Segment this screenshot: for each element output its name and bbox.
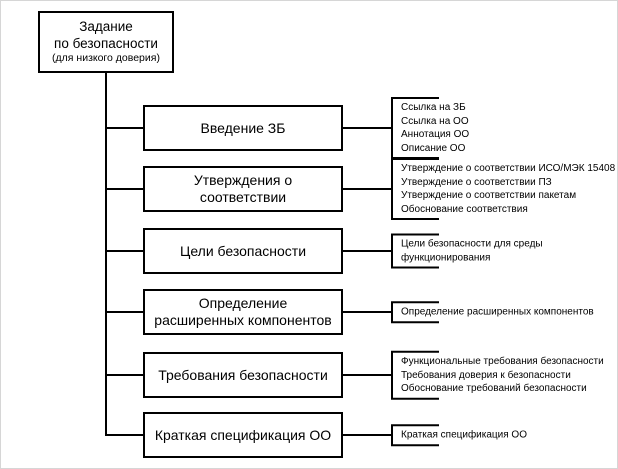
detail-bracket: [391, 234, 543, 269]
section-node-box: [143, 352, 343, 398]
detail-item: Цели безопасности для среды: [401, 238, 543, 250]
detail-connector-line: [342, 374, 391, 376]
detail-item: Определение расширенных компонентов: [401, 306, 594, 318]
section-label: Требования безопасности: [158, 366, 328, 383]
root-node-security-target: [38, 11, 174, 73]
detail-item: Требования доверия к безопасности: [401, 369, 571, 381]
detail-bracket: [391, 301, 594, 323]
section-node-box: [143, 105, 343, 151]
detail-item: Утверждение о соответствии ИСО/МЭК 15408: [401, 163, 616, 174]
detail-item: Обоснование соответствия: [401, 203, 528, 215]
detail-connector-line: [342, 127, 391, 129]
detail-bracket: [391, 424, 527, 446]
section-node-box: [143, 412, 343, 458]
detail-item: Описание ОО: [401, 142, 466, 154]
detail-item: Краткая спецификация ОО: [401, 429, 527, 441]
detail-item: Аннотация ОО: [401, 129, 470, 140]
detail-connector-line: [342, 250, 391, 252]
section-label: Определение расширенных компонентов: [154, 295, 332, 328]
branch-connector-line: [105, 188, 144, 190]
branch-connector-line: [105, 311, 144, 313]
branch-connector-line: [105, 250, 144, 252]
section-label: Цели безопасности: [179, 242, 307, 259]
detail-item: Функциональные требования безопасности: [401, 355, 604, 367]
section-node-box: [143, 166, 343, 212]
detail-item: Утверждение о соответствии ПЗ: [401, 176, 552, 188]
detail-connector-line: [342, 311, 391, 313]
detail-item: Обоснование требований безопасности: [401, 382, 587, 394]
section-node-box: [143, 289, 343, 335]
branch-connector-line: [105, 374, 144, 376]
detail-bracket: [391, 351, 604, 400]
detail-item: Ссылка на ЗБ: [401, 102, 466, 113]
section-label: Краткая спецификация ОО: [154, 426, 332, 443]
detail-item: функционирования: [401, 252, 491, 263]
branch-connector-line: [105, 127, 144, 129]
section-label: Введение ЗБ: [200, 119, 286, 136]
root-subtitle: (для низкого доверия): [52, 52, 160, 64]
branch-connector-line: [105, 434, 144, 436]
root-title-line1: Задание: [79, 19, 133, 34]
detail-connector-line: [342, 434, 391, 436]
section-label: Утверждения о соответствии: [193, 172, 293, 205]
detail-bracket: [391, 97, 469, 159]
detail-item: Утверждение о соответствии пакетам: [401, 190, 577, 201]
detail-connector-line: [342, 188, 391, 190]
root-title-line2: по безопасности: [54, 35, 158, 51]
section-node-box: [143, 228, 343, 274]
detail-item: Ссылка на ОО: [401, 115, 469, 127]
detail-bracket: [391, 158, 615, 220]
